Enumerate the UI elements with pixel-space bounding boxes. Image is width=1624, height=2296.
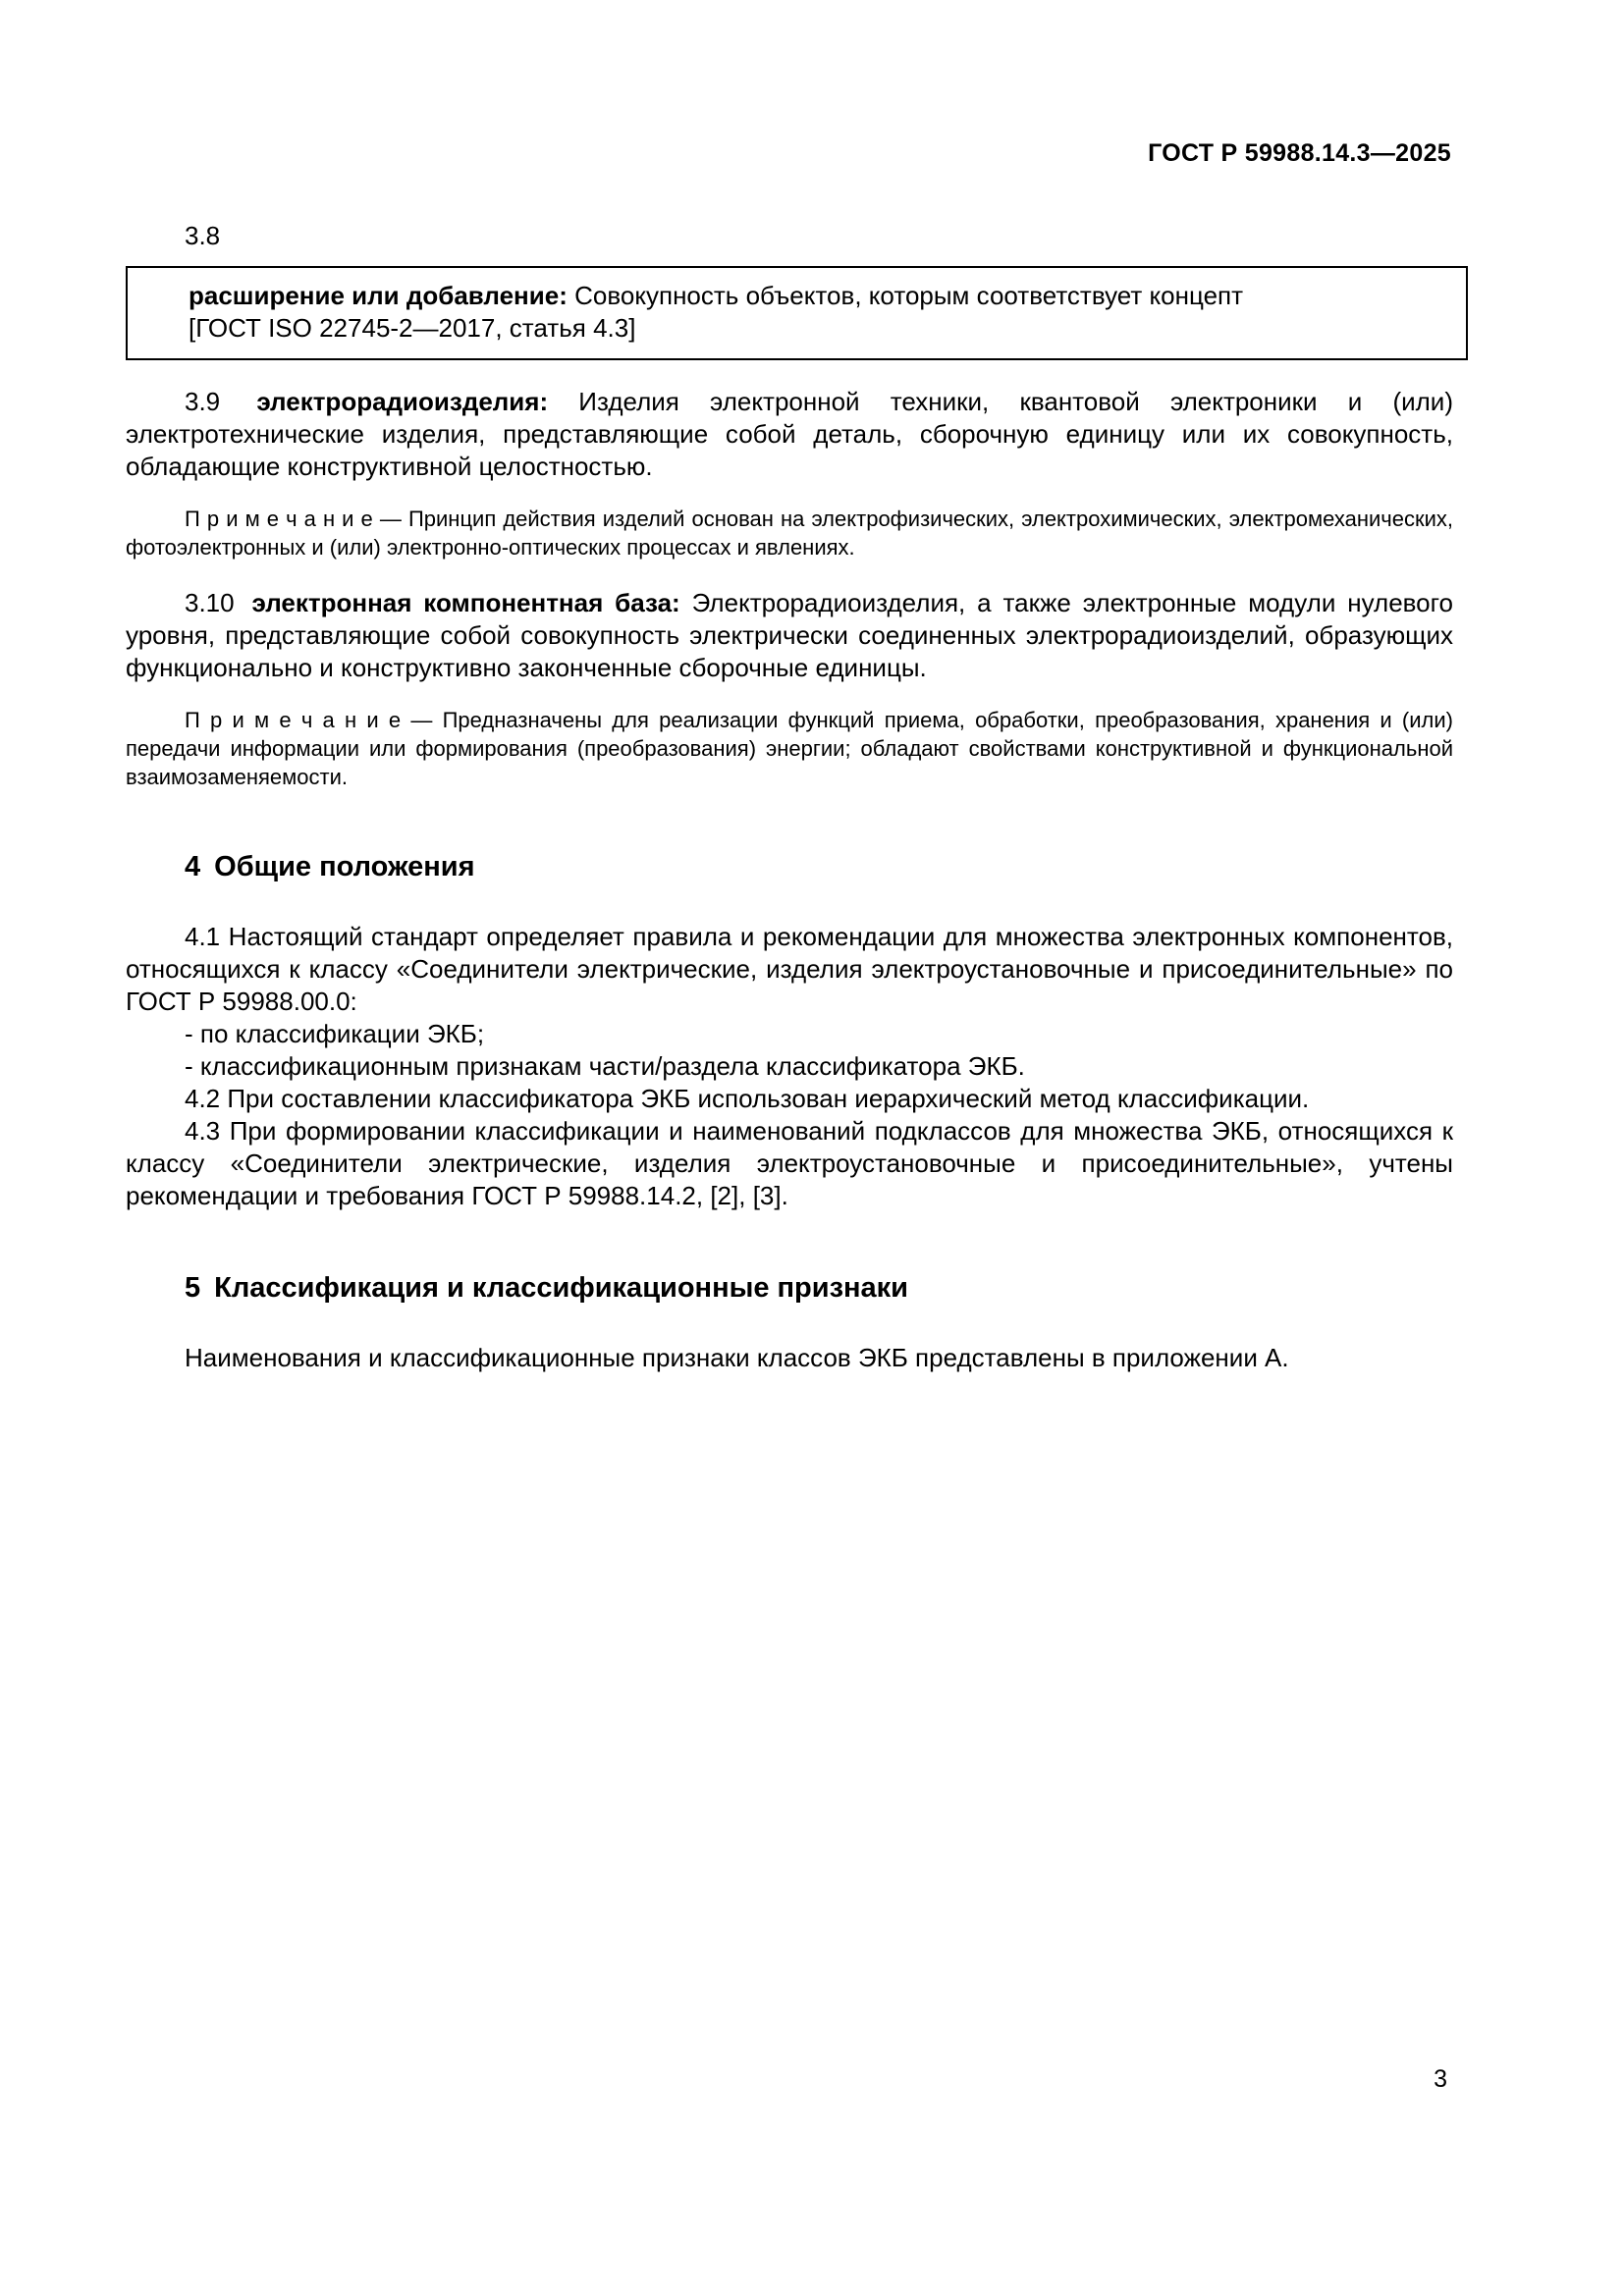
document-code: ГОСТ Р 59988.14.3—2025: [1148, 139, 1451, 167]
clause-4-3-paragraph: 4.3 При формировании классификации и наименований подклассов для множества ЭКБ, относящихся к классу «Соединители электрические, изделия электроустановочные и присоединительные», учтены рекомендации и требования ГОСТ Р 59988.14.2, [2], [3].: [126, 1116, 1453, 1210]
section-5-paragraph: Наименования и классификационные признаки классов ЭКБ представлены в приложении А.: [185, 1343, 1289, 1372]
section-4-heading: [126, 848, 1453, 885]
note-label: П р и м е ч а н и е: [185, 507, 373, 531]
clause-3-9-paragraph: [126, 386, 1453, 483]
list-item-classification: - по классификации ЭКБ;: [185, 1019, 485, 1048]
list-item-classification-attributes: - классификационным признакам части/раздела классификатора ЭКБ.: [185, 1051, 1025, 1081]
term-3-10-name: электронная компонентная база:: [251, 588, 680, 617]
term-3-8-definition: Совокупность объектов, которым соответствует концепт: [574, 281, 1244, 310]
section-5-title: Классификация и классификационные признаки: [214, 1272, 909, 1304]
note-text: — Предназначены для реализации функций приема, обработки, преобразования, хранения и (или) передачи информации или формирования (преобразования) энергии; обладают свойствами конструктивной и функциональной взаимозаменяемости.: [126, 708, 1453, 789]
term-3-9-name: электрорадиоизделия:: [256, 387, 549, 416]
section-5-heading: [126, 1269, 1453, 1307]
note-label: П р и м е ч а н и е: [185, 708, 402, 732]
page-number: 3: [1434, 2065, 1447, 2093]
clause-3-8-number: 3.8: [185, 221, 221, 250]
document-content: [126, 220, 1453, 1374]
term-3-10-definition: Электрорадиоизделия, а также электронные модули нулевого уровня, представляющие собой совокупность электрически соединенных электрорадиоизделий, образующих функционально и конструктивно законченные сборочные единицы.: [126, 588, 1454, 682]
boxed-term-paragraph: [189, 280, 1444, 312]
term-definition-box: [126, 266, 1468, 360]
clause-3-9-number: 3.9: [185, 387, 221, 416]
clause-3-10-note: [126, 706, 1453, 791]
clause-4-2-paragraph: 4.2 При составлении классификатора ЭКБ использован иерархический метод классификации.: [185, 1084, 1310, 1113]
section-4-title: Общие положения: [214, 851, 475, 882]
term-3-8-name: расширение или добавление:: [189, 281, 568, 310]
term-3-8-source: [ГОСТ ISO 22745-2—2017, статья 4.3]: [189, 313, 636, 343]
section-5-number: 5: [185, 1272, 201, 1304]
clause-3-9-note: [126, 505, 1453, 561]
clause-3-10-number: 3.10: [185, 588, 235, 617]
clause-4-1-paragraph: 4.1 Настоящий стандарт определяет правила и рекомендации для множества электронных компонентов, относящихся к классу «Соединители электрические, изделия электроустановочные и присоединительные» по ГОСТ Р 59988.00.0:: [126, 922, 1453, 1016]
section-4-number: 4: [185, 851, 201, 882]
note-text: — Принцип действия изделий основан на электрофизических, электрохимических, электромеханических, фотоэлектронных и (или) электронно-оптических процессах и явлениях.: [126, 507, 1453, 560]
term-3-9-definition: Изделия электронной техники, квантовой электроники и (или) электротехнические изделия, представляющие собой деталь, сборочную единицу или их совокупность, обладающие конструктивной целостностью.: [126, 387, 1453, 481]
clause-3-10-paragraph: [126, 587, 1453, 684]
